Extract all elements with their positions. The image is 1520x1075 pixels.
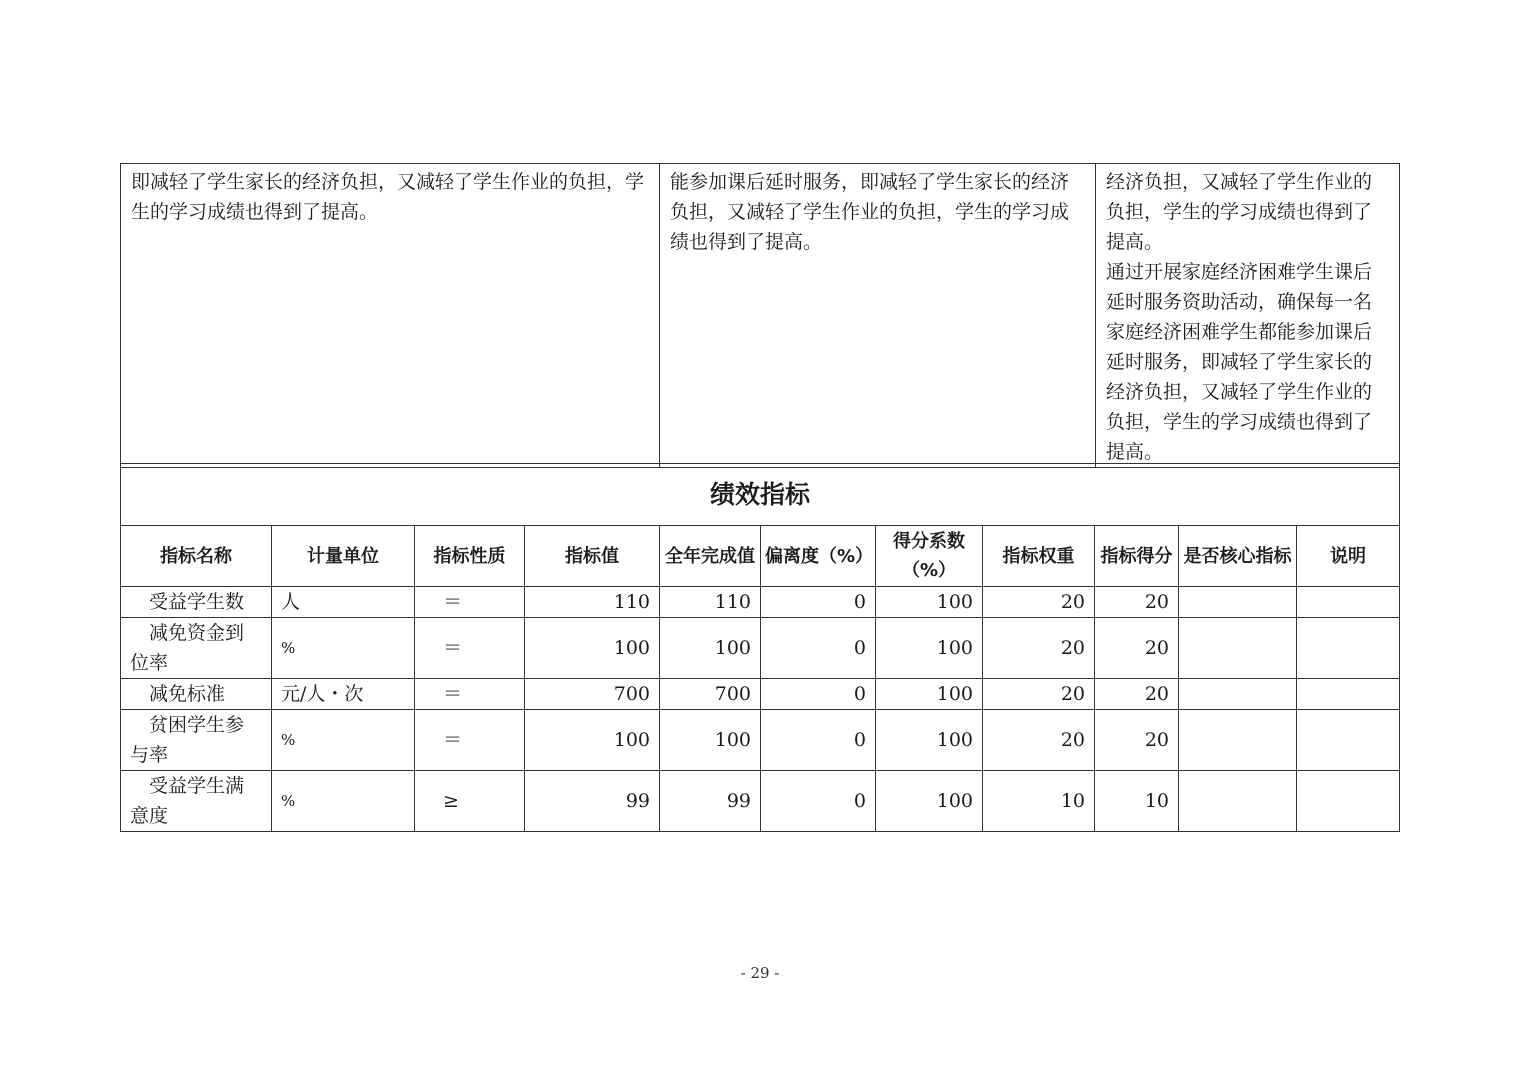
indicator-deviation: 0	[761, 679, 876, 710]
indicator-nature: ＝	[415, 618, 525, 679]
indicator-note	[1297, 710, 1400, 771]
evaluation-cell-1: 即减轻了学生家长的经济负担，又减轻了学生作业的负担，学生的学习成绩也得到了提高。	[121, 164, 660, 468]
evaluation-text-table	[120, 163, 1400, 468]
indicator-note	[1297, 679, 1400, 710]
indicator-note	[1297, 587, 1400, 618]
indicator-deviation: 0	[761, 618, 876, 679]
indicator-coefficient: 100	[876, 710, 983, 771]
indicator-target: 110	[525, 587, 660, 618]
header-score: 指标得分	[1095, 526, 1179, 587]
indicator-unit: %	[272, 710, 415, 771]
evaluation-cell-2: 能参加课后延时服务，即减轻了学生家长的经济负担，又减轻了学生作业的负担，学生的学习成绩也得到了提高。	[660, 164, 1096, 468]
header-unit: 计量单位	[272, 526, 415, 587]
indicator-nature: ＝	[415, 710, 525, 771]
header-actual-value: 全年完成值	[660, 526, 761, 587]
indicator-note	[1297, 771, 1400, 832]
indicator-coefficient: 100	[876, 771, 983, 832]
indicator-name: 受益学生数	[121, 587, 272, 618]
indicator-nature: ＝	[415, 679, 525, 710]
indicator-target: 700	[525, 679, 660, 710]
indicator-weight: 20	[983, 587, 1095, 618]
evaluation-cell-3: 经济负担，又减轻了学生作业的负担，学生的学习成绩也得到了提高。 通过开展家庭经济困难学生课后延时服务资助活动，确保每一名家庭经济困难学生都能参加课后延时服务，即减轻了学生家长的经济负担，又减轻了学生作业的负担，学生的学习成绩也得到了提高。	[1096, 164, 1400, 468]
header-note: 说明	[1297, 526, 1400, 587]
indicator-unit: %	[272, 771, 415, 832]
indicator-actual: 110	[660, 587, 761, 618]
indicator-deviation: 0	[761, 771, 876, 832]
indicator-weight: 20	[983, 710, 1095, 771]
table-row	[121, 587, 1400, 618]
indicator-core	[1179, 771, 1297, 832]
indicator-weight: 20	[983, 618, 1095, 679]
indicator-score: 20	[1095, 587, 1179, 618]
indicator-core	[1179, 618, 1297, 679]
header-row	[121, 526, 1400, 587]
indicator-unit: 人	[272, 587, 415, 618]
table-row	[121, 771, 1400, 832]
indicator-note	[1297, 618, 1400, 679]
indicator-core	[1179, 587, 1297, 618]
indicator-score: 20	[1095, 618, 1179, 679]
indicator-deviation: 0	[761, 587, 876, 618]
table-row	[121, 618, 1400, 679]
header-target-value: 指标值	[525, 526, 660, 587]
section-title: 绩效指标	[121, 464, 1400, 526]
indicator-score: 10	[1095, 771, 1179, 832]
header-deviation: 偏离度（%）	[761, 526, 876, 587]
indicator-deviation: 0	[761, 710, 876, 771]
indicator-actual: 700	[660, 679, 761, 710]
table-row	[121, 710, 1400, 771]
indicator-unit: 元/人・次	[272, 679, 415, 710]
indicator-target: 99	[525, 771, 660, 832]
header-score-coefficient: 得分系数（%）	[876, 526, 983, 587]
header-nature: 指标性质	[415, 526, 525, 587]
indicator-core	[1179, 679, 1297, 710]
indicator-coefficient: 100	[876, 618, 983, 679]
indicator-score: 20	[1095, 679, 1179, 710]
indicator-score: 20	[1095, 710, 1179, 771]
header-is-core: 是否核心指标	[1179, 526, 1297, 587]
evaluation-text-row	[121, 164, 1400, 468]
indicator-unit: %	[272, 618, 415, 679]
header-indicator-name: 指标名称	[121, 526, 272, 587]
indicator-weight: 10	[983, 771, 1095, 832]
indicator-coefficient: 100	[876, 679, 983, 710]
indicator-weight: 20	[983, 679, 1095, 710]
indicator-name: 减免资金到位率	[121, 618, 272, 679]
indicator-actual: 100	[660, 618, 761, 679]
indicator-actual: 100	[660, 710, 761, 771]
table-row	[121, 679, 1400, 710]
indicator-nature: ≥	[415, 771, 525, 832]
indicator-actual: 99	[660, 771, 761, 832]
indicator-nature: ＝	[415, 587, 525, 618]
page-number: - 29 -	[740, 964, 780, 982]
performance-indicator-table	[120, 463, 1400, 832]
indicator-target: 100	[525, 618, 660, 679]
indicator-name: 贫困学生参与率	[121, 710, 272, 771]
header-weight: 指标权重	[983, 526, 1095, 587]
indicator-name: 受益学生满意度	[121, 771, 272, 832]
indicator-name: 减免标准	[121, 679, 272, 710]
indicator-core	[1179, 710, 1297, 771]
indicator-target: 100	[525, 710, 660, 771]
indicator-coefficient: 100	[876, 587, 983, 618]
